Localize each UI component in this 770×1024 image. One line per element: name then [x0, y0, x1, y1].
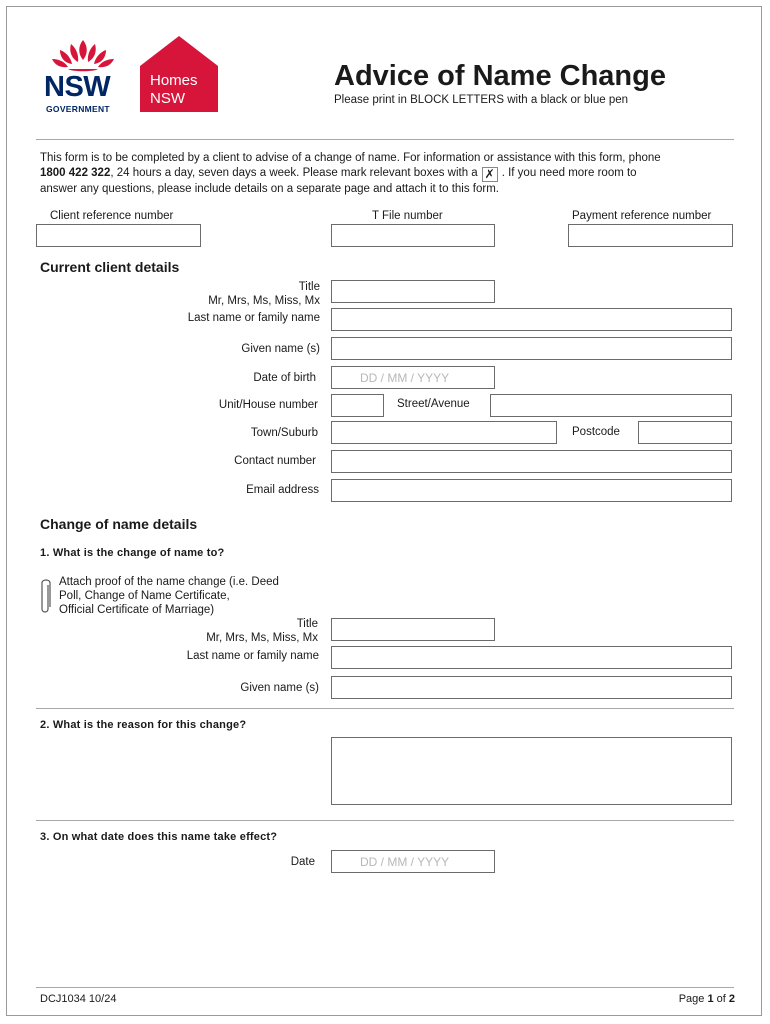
town-label: Town/Suburb — [250, 427, 318, 439]
unit-input[interactable] — [331, 394, 384, 417]
email-label: Email address — [246, 484, 319, 496]
intro-part-4: answer any questions, please include details on a separate page and attach it to this form. — [40, 182, 500, 195]
divider-q2 — [36, 708, 734, 709]
street-input[interactable] — [490, 394, 732, 417]
dob-input[interactable]: DD / MM / YYYY — [331, 366, 495, 389]
header-divider — [36, 139, 734, 140]
paperclip-icon — [38, 577, 52, 617]
intro-part-2: , 24 hours a day, seven days a week. Please mark relevant boxes with a — [110, 166, 478, 179]
current-details-heading: Current client details — [40, 259, 180, 275]
change-details-heading: Change of name details — [40, 516, 198, 532]
new-given-name-input[interactable] — [331, 676, 732, 699]
client-ref-input[interactable] — [36, 224, 201, 247]
reason-textarea[interactable] — [331, 737, 732, 805]
intro-text — [40, 151, 740, 196]
form-subtitle: Please print in BLOCK LETTERS with a black or blue pen — [334, 94, 629, 106]
current-title-label-text: Title — [298, 281, 320, 293]
new-title-label — [206, 617, 318, 645]
homes-nsw-text — [150, 72, 198, 108]
email-input[interactable] — [331, 479, 732, 502]
new-last-name-input[interactable] — [331, 646, 732, 669]
client-ref-label: Client reference number — [50, 210, 174, 222]
page-number — [679, 993, 735, 1005]
current-given-name-input[interactable] — [331, 337, 732, 360]
attach-line-1: Attach proof of the name change (i.e. Deed — [59, 576, 279, 588]
form-title: Advice of Name Change — [334, 60, 666, 92]
footer-divider — [36, 987, 734, 988]
postcode-label: Postcode — [572, 426, 620, 438]
current-given-name-label: Given name (s) — [241, 343, 320, 355]
payment-ref-input[interactable] — [568, 224, 733, 247]
page-prefix: Page — [678, 993, 708, 1005]
tfile-label: T File number — [372, 210, 443, 222]
dob-label: Date of birth — [253, 372, 316, 384]
intro-part-1: This form is to be completed by a client to advise of a change of name. For information or assistance with this form, phone — [40, 152, 661, 164]
form-code: DCJ1034 10/24 — [40, 993, 117, 1005]
example-checkbox-icon: ✗ — [482, 167, 498, 182]
homes-line-1: Homes — [150, 72, 198, 89]
current-title-options: Mr, Mrs, Ms, Miss, Mx — [208, 295, 320, 307]
question-3: 3. On what date does this name take effect? — [40, 831, 278, 843]
page-current: 1 — [707, 993, 714, 1005]
nsw-government-text: GOVERNMENT — [46, 104, 110, 114]
nsw-wordmark: NSW — [44, 71, 111, 103]
page-mid: of — [713, 993, 729, 1005]
new-given-name-label: Given name (s) — [240, 682, 319, 694]
page-total: 2 — [728, 993, 735, 1005]
new-last-name-label: Last name or family name — [186, 650, 319, 662]
current-title-label — [208, 280, 320, 308]
town-input[interactable] — [331, 421, 557, 444]
postcode-input[interactable] — [638, 421, 732, 444]
intro-phone: 1800 422 322 — [40, 166, 111, 179]
attach-line-3: Official Certificate of Marriage) — [59, 604, 215, 616]
effective-date-label: Date — [290, 856, 315, 868]
new-title-input[interactable] — [331, 618, 495, 641]
unit-label: Unit/House number — [218, 399, 318, 411]
intro-part-3: . If you need more room to — [501, 166, 637, 179]
current-last-name-label: Last name or family name — [187, 312, 320, 324]
payment-ref-label: Payment reference number — [572, 210, 712, 222]
divider-q3 — [36, 820, 734, 821]
attach-proof-note — [59, 575, 279, 617]
contact-label: Contact number — [234, 455, 316, 467]
question-2: 2. What is the reason for this change? — [40, 719, 247, 731]
new-title-options: Mr, Mrs, Ms, Miss, Mx — [206, 632, 318, 644]
street-label: Street/Avenue — [397, 398, 470, 410]
current-last-name-input[interactable] — [331, 308, 732, 331]
contact-input[interactable] — [331, 450, 732, 473]
current-title-input[interactable] — [331, 280, 495, 303]
question-1: 1. What is the change of name to? — [40, 547, 225, 559]
tfile-input[interactable] — [331, 224, 495, 247]
homes-line-2: NSW — [150, 90, 185, 107]
new-title-label-text: Title — [296, 618, 318, 630]
attach-line-2: Poll, Change of Name Certificate, — [59, 590, 230, 602]
effective-date-input[interactable]: DD / MM / YYYY — [331, 850, 495, 873]
